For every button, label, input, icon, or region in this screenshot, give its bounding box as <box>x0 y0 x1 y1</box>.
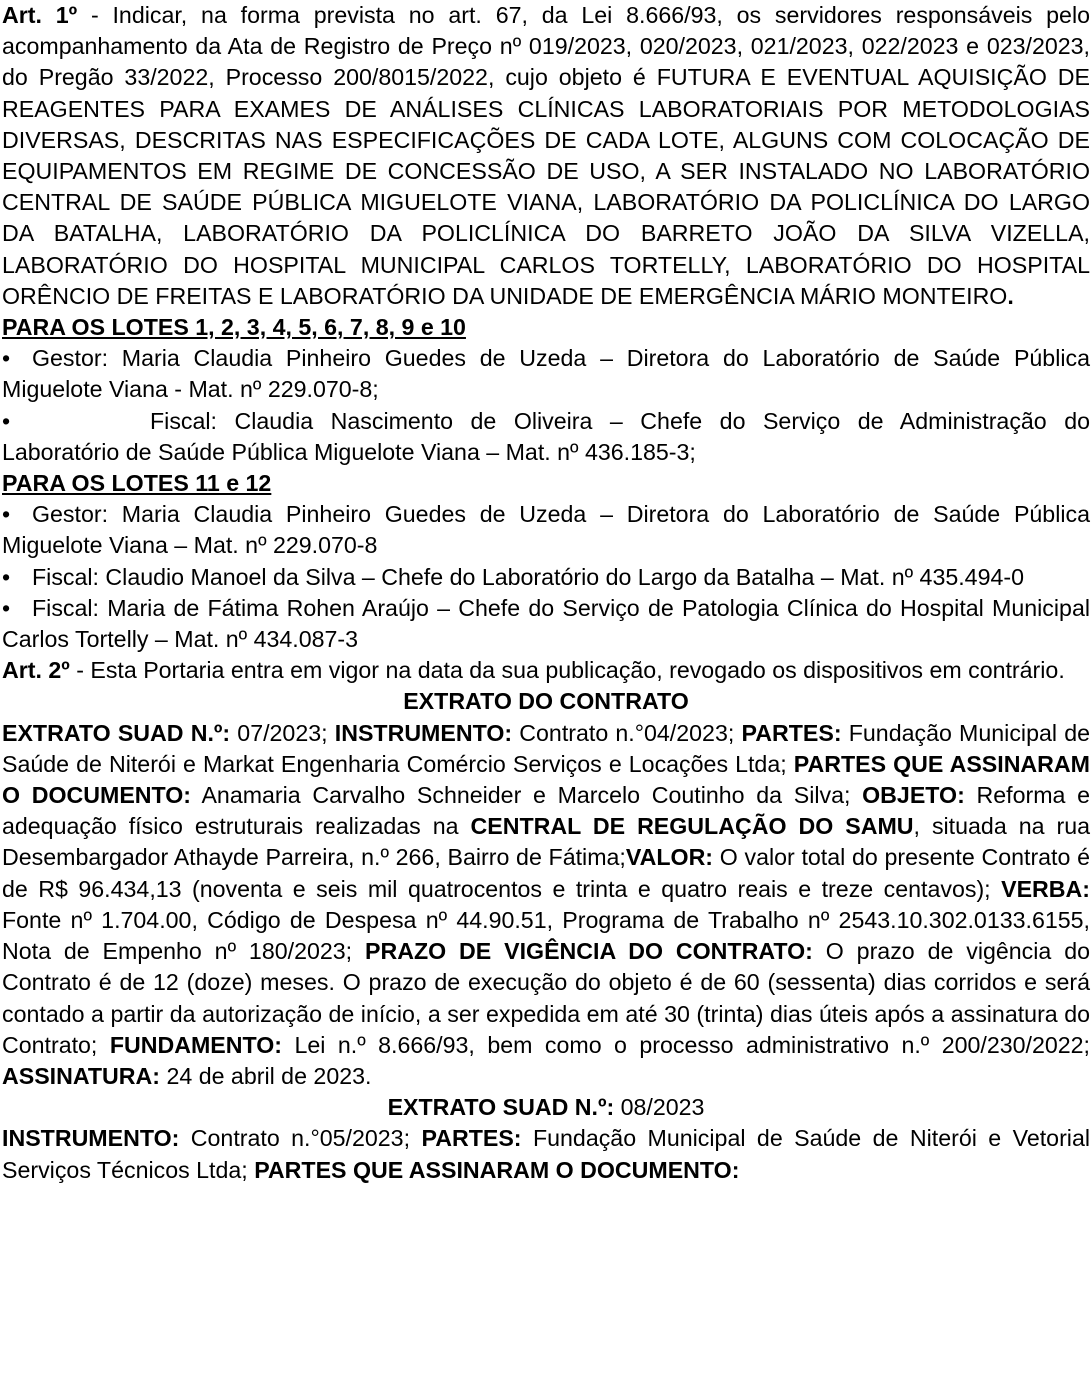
extrato2-title <box>2 1092 1090 1123</box>
extrato2-partes-value: Fundação Municipal de Saúde de Niterói e Vetorial Serviços Técnicos Ltda; <box>2 1125 1090 1183</box>
extrato1-assinaram-value: Anamaria Carvalho Schneider e Marcelo Coutinho da Silva; <box>191 782 863 809</box>
art2-paragraph <box>2 655 1090 686</box>
extrato1-assinatura-label: ASSINATURA: <box>2 1062 161 1089</box>
extrato1-verba-value: Fonte nº 1.704.00, Código de Despesa nº 44.90.51, Programa de Trabalho nº 2543.10.302.0133.6155, Nota de Empenho nº 180/2023; <box>2 906 1090 965</box>
extrato1-valor-label: VALOR: <box>625 844 714 871</box>
extrato1-objeto-bold: CENTRAL DE REGULAÇÃO DO SAMU <box>470 813 914 840</box>
extrato2-title-label: EXTRATO SUAD N.º: <box>387 1094 615 1121</box>
group2-item-3 <box>2 593 1090 655</box>
group1-item-1-text: Gestor: Maria Claudia Pinheiro Guedes de Uzeda – Diretora do Laboratório de Saúde Pública Miguelote Viana - Mat. nº 229.070-8; <box>2 345 1090 403</box>
art1-paragraph <box>2 0 1090 312</box>
extrato1-objeto-value: Reforma e adequação físico estruturais realizadas na <box>2 782 1090 840</box>
extrato1-partes-value: Fundação Municipal de Saúde de Niterói e Markat Engenharia Comércio Serviços e Locações Ltda; <box>2 719 1090 777</box>
extrato2-assinaram-label: PARTES QUE ASSINARAM O DOCUMENTO: <box>254 1156 740 1183</box>
group2-item-2-text: Fiscal: Claudio Manoel da Silva – Chefe do Laboratório do Largo da Batalha – Mat. nº 435.494-0 <box>32 563 1024 590</box>
extrato1-suad-label: EXTRATO SUAD N.º: <box>2 719 231 746</box>
group2-item-1-text: Gestor: Maria Claudia Pinheiro Guedes de Uzeda – Diretora do Laboratório de Saúde Pública Miguelote Viana – Mat. nº 229.070-8 <box>2 501 1090 559</box>
extrato2-partes-label: PARTES: <box>421 1125 522 1152</box>
extrato1-prazo-label: PRAZO DE VIGÊNCIA DO CONTRATO: <box>364 938 813 965</box>
extrato1-valor-value: O valor total do presente Contrato é de R$ 96.434,13 (noventa e seis mil quatrocentos e trinta e quatro reais e treze centavos); <box>2 844 1091 902</box>
extrato1-fundamento-value: Lei n.º 8.666/93, bem como o processo administrativo n.º 200/230/2022; <box>282 1031 1090 1058</box>
bullet-icon: • <box>2 594 11 621</box>
bullet-icon: • <box>2 563 11 590</box>
extrato1-verba-label: VERBA: <box>1001 875 1090 902</box>
art2-text: - Esta Portaria entra em vigor na data da sua publicação, revogado os dispositivos em contrário. <box>69 657 1065 684</box>
bullet-icon: • <box>2 501 11 528</box>
extrato1-assinaram-label: PARTES QUE ASSINARAM O DOCUMENTO: <box>2 750 1090 809</box>
extrato1-suad-value: 07/2023; <box>230 719 335 746</box>
extrato1-partes-label: PARTES: <box>741 719 842 746</box>
group1-item-2-text: Fiscal: Claudia Nascimento de Oliveira – Chefe do Serviço de Administração do Laboratório de Saúde Pública Miguelote Viana – Mat. nº 436.185-3; <box>2 407 1090 465</box>
extrato1-objeto-label: OBJETO: <box>862 782 965 809</box>
bullet-icon: • <box>2 407 11 434</box>
art1-end: . <box>1007 282 1014 309</box>
extrato1-assinatura-value: 24 de abril de 2023. <box>160 1062 372 1089</box>
extrato1-instrumento-label: INSTRUMENTO: <box>334 719 513 746</box>
extrato2-paragraph <box>2 1123 1090 1185</box>
art1-label: Art. 1º <box>2 2 78 28</box>
extrato2-instrumento-label: INSTRUMENTO: <box>2 1125 180 1152</box>
extrato2-title-value: 08/2023 <box>614 1094 705 1121</box>
group2-item-1 <box>2 499 1090 561</box>
extrato1-fundamento-label: FUNDAMENTO: <box>109 1031 283 1058</box>
group2-header: PARA OS LOTES 11 e 12 <box>2 470 272 497</box>
bullet-icon: • <box>2 345 11 372</box>
extrato-title: EXTRATO DO CONTRATO <box>403 688 689 715</box>
extrato1-prazo-value: O prazo de vigência do Contrato é de 12 (doze) meses. O prazo de execução do objeto é de 60 (sessenta) dias corridos e será contado a partir da autorização de início, a ser expedida em até 30 (trinta) dias úteis após a assinatura do Contrato; <box>2 938 1090 1058</box>
group2-item-3-text: Fiscal: Maria de Fátima Rohen Araújo – Chefe do Serviço de Patologia Clínica do Hospital Municipal Carlos Tortelly – Mat. nº 434.087-3 <box>2 594 1090 653</box>
art2-label: Art. 2º <box>2 657 70 684</box>
group1-item-2 <box>2 406 1090 468</box>
extrato1-paragraph <box>2 718 1090 1092</box>
extrato1-objeto-value2: , situada na rua Desembargador Athayde Parreira, n.º 266, Bairro de Fátima; <box>2 813 1090 871</box>
group2-item-2 <box>2 562 1090 593</box>
group1-header: PARA OS LOTES 1, 2, 3, 4, 5, 6, 7, 8, 9 e 10 <box>2 314 466 341</box>
group1-item-1 <box>2 343 1090 405</box>
extrato1-instrumento-value: Contrato n.°04/2023; <box>512 719 742 746</box>
extrato2-instrumento-value: Contrato n.°05/2023; <box>179 1125 422 1152</box>
art1-text: - Indicar, na forma prevista no art. 67, da Lei 8.666/93, os servidores responsáveis pelo acompanhamento da Ata de Registro de Preço nº 019/2023, 020/2023, 021/2023, 022/2023 e 023/2023, do Pregão 33/2022, Processo 200/8015/2022, cujo objeto é FUTURA E EVENTUAL AQUISIÇÃO DE REAGENTES PARA EXAMES DE ANÁLISES CLÍNICAS LABORATORIAIS POR METODOLOGIAS DIVERSAS, DESCRITAS NAS ESPECIFICAÇÕES DE CADA LOTE, ALGUNS COM COLOCAÇÃO DE EQUIPAMENTOS EM REGIME DE CONCESSÃO DE USO, A SER INSTALADO NO LABORATÓRIO CENTRAL DE SAÚDE PÚBLICA MIGUELOTE VIANA, LABORATÓRIO DA POLICLÍNICA DO LARGO DA BATALHA, LABORATÓRIO DA POLICLÍNICA DO BARRETO JOÃO DA SILVA VIZELLA, LABORATÓRIO DO HOSPITAL MUNICIPAL CARLOS TORTELLY, LABORATÓRIO DO HOSPITAL ORÊNCIO DE FREITAS E LABORATÓRIO DA UNIDADE DE EMERGÊNCIA MÁRIO MONTEIRO <box>2 2 1090 309</box>
